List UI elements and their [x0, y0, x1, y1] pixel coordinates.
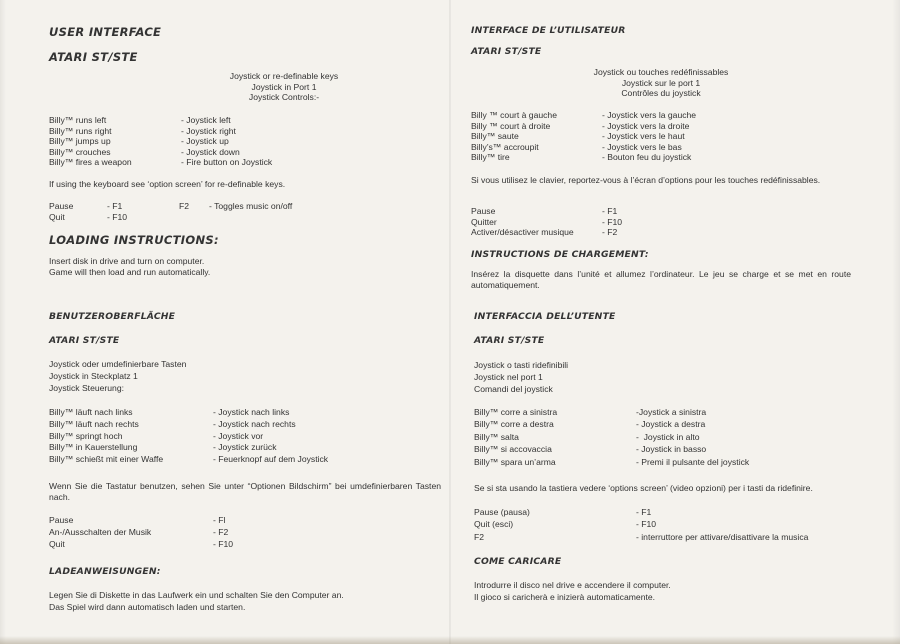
control-input: - Joystick nach links [213, 407, 290, 417]
control-row [49, 115, 399, 126]
key-name: Quit [49, 539, 65, 550]
key-name: Pause [49, 201, 74, 211]
control-action: Billy™ schießt mit einer Waffe [49, 454, 164, 465]
control-row [474, 419, 864, 431]
control-row [49, 407, 439, 419]
fr-platform-heading: ATARI ST/STE [471, 46, 542, 57]
fr-keyboard-note: Si vous utilisez le clavier, reportez-vous à l’écran d’options pour les touches redéfinissables. [471, 175, 821, 185]
control-input: - Joystick vor [213, 430, 264, 441]
key-value: - F1 [636, 507, 652, 517]
page-bottom-edge [0, 636, 900, 644]
control-row [49, 136, 399, 147]
key-name: Pause (pausa) [474, 507, 530, 517]
en-keyboard-note: If using the keyboard see ‘option screen’ for re-definable keys. [49, 179, 286, 189]
control-row [49, 157, 399, 168]
control-action: Billy™ in Kauerstellung [49, 442, 138, 453]
it-keyboard-note: Se si sta usando la tastiera vedere ‘options screen’ (video opzioni) per i tasti da ridefinire. [474, 483, 813, 493]
de-intro-line: Joystick Steuerung: [49, 383, 124, 394]
key-row [471, 206, 851, 217]
it-loading-line: Il gioco si caricherà e inizierà automaticamente. [474, 592, 656, 603]
it-platform-heading: ATARI ST/STE [474, 335, 545, 346]
control-input: - Joystick in basso [636, 444, 707, 455]
key-row [471, 217, 851, 228]
de-loading-line: Das Spiel wird dann automatisch laden und starten. [49, 602, 246, 613]
control-action: Billy™ crouches [49, 146, 111, 157]
key-name: Activer/désactiver musique [471, 227, 574, 238]
key-value: - F10 [636, 519, 657, 530]
key-name: F2 [474, 531, 485, 542]
it-keys-table [474, 507, 864, 544]
key-row [471, 227, 851, 238]
key-row [49, 527, 439, 539]
control-input: - Premi il pulsante del joystick [636, 456, 750, 467]
it-controls-intro [474, 359, 568, 396]
control-action: Billy ™ court à droite [471, 120, 551, 131]
control-row [474, 444, 864, 456]
key-value: - F10 [107, 211, 128, 222]
en-intro-line: Joystick Controls:- [248, 92, 320, 103]
control-action: Billy™ si accovaccia [474, 444, 552, 455]
key-row [49, 515, 439, 527]
key-row [474, 519, 864, 531]
de-controls-intro [49, 358, 186, 395]
it-controls-table [474, 407, 864, 469]
de-keyboard-note: Wenn Sie die Tastatur benutzen, sehen Sie unter “Optionen Bildschirm” bei umdefinierbaren Tasten nach. [49, 481, 441, 502]
it-intro-line: Joystick o tasti ridefinibili [474, 360, 569, 370]
en-loading-text [49, 256, 210, 277]
en-loading-line: Game will then load and run automatically. [49, 266, 211, 277]
control-row [49, 431, 439, 443]
key-value: - Fl [213, 515, 226, 525]
control-row [49, 126, 399, 137]
en-keys-table [49, 201, 399, 222]
key-name: An-/Ausschalten der Musik [49, 527, 152, 538]
key-name: Pause [471, 206, 496, 216]
it-loading-text [474, 579, 671, 603]
control-row [471, 121, 851, 132]
control-input: - Joystick zurück [213, 442, 277, 453]
key-value: - F2 [213, 527, 229, 538]
control-action: Billy™ runs right [49, 125, 112, 136]
it-intro-line: Comandi del joystick [474, 384, 553, 395]
control-action: Billy™ spara un’arma [474, 456, 556, 467]
fr-controls-table [471, 110, 851, 163]
it-section-title: INTERFACCIA DELL’UTENTE [474, 311, 616, 322]
key-value: - F1 [107, 201, 123, 211]
de-keys-table [49, 515, 439, 552]
control-action: Billy™ tire [471, 152, 510, 163]
key-name: Pause [49, 515, 74, 525]
fr-section-title: INTERFACE DE L’UTILISATEUR [471, 25, 626, 36]
control-input: - Fire button on Joystick [181, 157, 273, 168]
control-input: - Joystick up [181, 136, 229, 147]
control-action: Billy™ runs left [49, 115, 107, 125]
control-input: - Joystick a destra [636, 419, 706, 430]
key-value: - interruttore per attivare/disattivare la musica [636, 531, 809, 542]
control-row [49, 454, 439, 466]
en-loading-line: Insert disk in drive and turn on computer. [49, 256, 205, 266]
control-row [474, 432, 864, 444]
control-input: - Joystick left [181, 115, 231, 125]
de-controls-table [49, 407, 439, 466]
control-action: Billy™ saute [471, 131, 519, 142]
control-action: Billy™ corre a sinistra [474, 407, 558, 417]
control-input: - Joystick vers le bas [602, 141, 682, 152]
control-row [471, 110, 851, 121]
key-row [474, 507, 864, 519]
control-row [471, 152, 851, 163]
control-input: - Joystick vers la droite [602, 120, 690, 131]
control-action: Billy™ jumps up [49, 136, 111, 147]
key-row [474, 532, 864, 544]
de-platform-heading: ATARI ST/STE [49, 335, 120, 346]
fr-controls-intro [471, 67, 851, 99]
fr-intro-line: Joystick sur le port 1 [621, 77, 701, 88]
control-action: Billy™ corre a destra [474, 419, 554, 430]
key-value: - F10 [602, 216, 623, 227]
fr-loading-text: Insérez la disquette dans l’unité et allumez l’ordinateur. Le jeu se charge et se met en route automatiquement. [471, 269, 851, 290]
key-value: - F1 [602, 206, 618, 216]
key-name: Quit (esci) [474, 519, 514, 530]
en-intro-line: Joystick or re-definable keys [229, 71, 339, 81]
key-value: - F10 [213, 539, 234, 550]
key-row [49, 212, 399, 223]
en-controls-table [49, 115, 399, 168]
de-section-title: BENUTZEROBERFLÄCHE [49, 311, 176, 322]
control-action: Billy ™ court à gauche [471, 110, 557, 120]
en-platform-heading: ATARI ST/STE [49, 50, 138, 64]
control-input: - Joystick vers la gauche [602, 110, 697, 120]
control-input: - Joystick nach rechts [213, 418, 296, 429]
control-action: Billy™ läuft nach rechts [49, 418, 139, 429]
control-action: Billy’s™ accroupit [471, 141, 539, 152]
control-input: - Joystick in alto [636, 431, 700, 442]
control-input: - Joystick right [181, 125, 236, 136]
control-row [471, 131, 851, 142]
control-input: - Joystick down [181, 146, 240, 157]
en-controls-intro [49, 71, 519, 103]
key-name: Quit [49, 211, 65, 222]
extra-key-desc: - Toggles music on/off [209, 201, 293, 211]
control-row [49, 147, 399, 158]
fr-keys-table [471, 206, 851, 238]
fr-intro-line: Joystick ou touches redéfinissables [593, 67, 729, 77]
fr-loading-title: INSTRUCTIONS DE CHARGEMENT: [471, 249, 649, 260]
control-row [49, 442, 439, 454]
control-row [471, 142, 851, 153]
it-loading-line: Introdurre il disco nel drive e accendere il computer. [474, 580, 671, 590]
control-input: -Joystick a sinistra [636, 407, 707, 417]
en-intro-line: Joystick in Port 1 [251, 81, 317, 92]
de-loading-title: LADEANWEISUNGEN: [49, 566, 161, 577]
it-intro-line: Joystick nel port 1 [474, 372, 543, 383]
key-row [49, 201, 399, 212]
extra-key: F2 [179, 201, 190, 211]
key-row [49, 539, 439, 551]
key-value: - F2 [602, 227, 618, 238]
control-input: - Bouton feu du joystick [602, 152, 692, 163]
de-intro-line: Joystick in Steckplatz 1 [49, 371, 138, 382]
it-loading-title: COME CARICARE [474, 556, 562, 567]
de-loading-line: Legen Sie di Diskette in das Laufwerk ein und schalten Sie den Computer an. [49, 590, 344, 600]
control-row [49, 419, 439, 431]
control-action: Billy™ springt hoch [49, 430, 123, 441]
key-name: Quitter [471, 216, 497, 227]
en-loading-title: LOADING INSTRUCTIONS: [49, 233, 219, 247]
control-row [474, 407, 864, 419]
control-row [474, 457, 864, 469]
en-section-title: USER INTERFACE [49, 25, 162, 39]
de-intro-line: Joystick oder umdefinierbare Tasten [49, 359, 187, 369]
control-input: - Feuerknopf auf dem Joystick [213, 454, 329, 465]
control-input: - Joystick vers le haut [602, 131, 685, 142]
control-action: Billy™ fires a weapon [49, 157, 132, 168]
control-action: Billy™ läuft nach links [49, 407, 133, 417]
de-loading-text [49, 589, 344, 614]
fr-intro-line: Contrôles du joystick [621, 88, 701, 99]
control-action: Billy™ salta [474, 431, 519, 442]
